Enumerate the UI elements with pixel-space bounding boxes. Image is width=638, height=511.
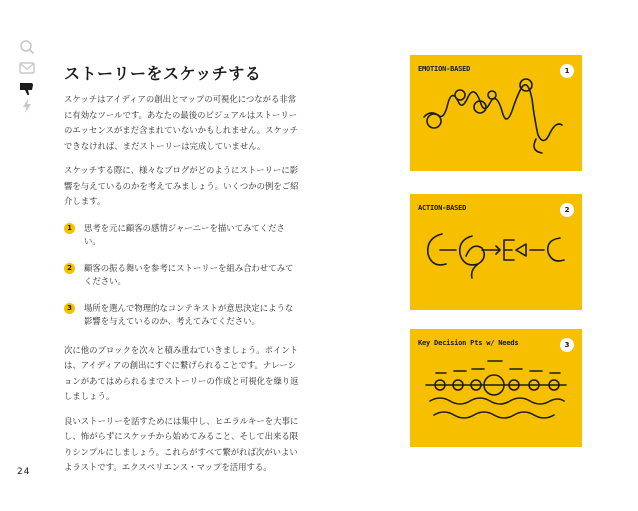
card-number-badge: 3 (560, 338, 574, 352)
step-number-badge: 2 (64, 263, 75, 274)
card-number-badge: 1 (560, 64, 574, 78)
body-paragraph: 良いストーリーを話すためには集中し、ヒエラルキーを大事にし、怖がらずにスケッチから始めてみること、そして出来る限りシンプルにしましょう。これらがすべて繋がれば次がいよいよラストです。エクスペリエンス・マップを活用する。 (64, 415, 299, 472)
mail-icon[interactable] (17, 58, 37, 78)
article (64, 64, 300, 485)
step-text: 顧客の振る舞いを参考にストーリーを組み合わせてみてください。 (84, 262, 294, 286)
sketch-card-action (410, 194, 582, 310)
sketch-card-emotion (410, 55, 582, 171)
intro-paragraph: スケッチはアイディアの創出とマップの可視化につながる非常に有効なツールです。あなたの最後のビジュアルはストーリーのエッセンスがまだ含まれていないかもしれません。スケッチできなければ、まだストーリーは完成していません。 (64, 94, 299, 151)
page-title: ストーリーをスケッチする (64, 64, 262, 83)
body-paragraph: 次に他のブロックを次々と積み重ねていきましょう。ポイントは、アイディアの創出にすぐに繋げられることです。ナレーションがあてはめられるまでストーリーの作成と可視化を繰り返しましょう。 (64, 344, 299, 401)
step-text: 場所を選んで物理的なコンテキストが意思決定にような影響を与えているのか、考えてみてください。 (84, 302, 294, 326)
intro-paragraph: スケッチする際に、様々なブログがどのようにストーリーに影響を与えているのかを考えてみましょう。いくつかの例をご紹介します。 (64, 165, 299, 206)
step-text: 思考を元に顧客の感情ジャーニーを描いてみてください。 (84, 222, 285, 246)
step-list (64, 222, 300, 329)
card-label: EMOTION-BASED (418, 65, 471, 73)
step-number-badge: 3 (64, 303, 75, 314)
step-number-badge: 1 (64, 223, 75, 234)
card-label: Key Decision Pts w/ Needs (418, 339, 519, 347)
lightning-icon[interactable] (17, 96, 37, 116)
list-item (64, 262, 300, 289)
thumbs-down-icon[interactable] (17, 78, 37, 98)
card-label: ACTION-BASED (418, 204, 467, 212)
list-item (64, 222, 300, 249)
list-item (64, 302, 300, 329)
page-number: 24 (17, 467, 31, 477)
card-number-badge: 2 (560, 203, 574, 217)
search-icon[interactable] (17, 38, 37, 58)
sketch-card-decision (410, 329, 582, 447)
